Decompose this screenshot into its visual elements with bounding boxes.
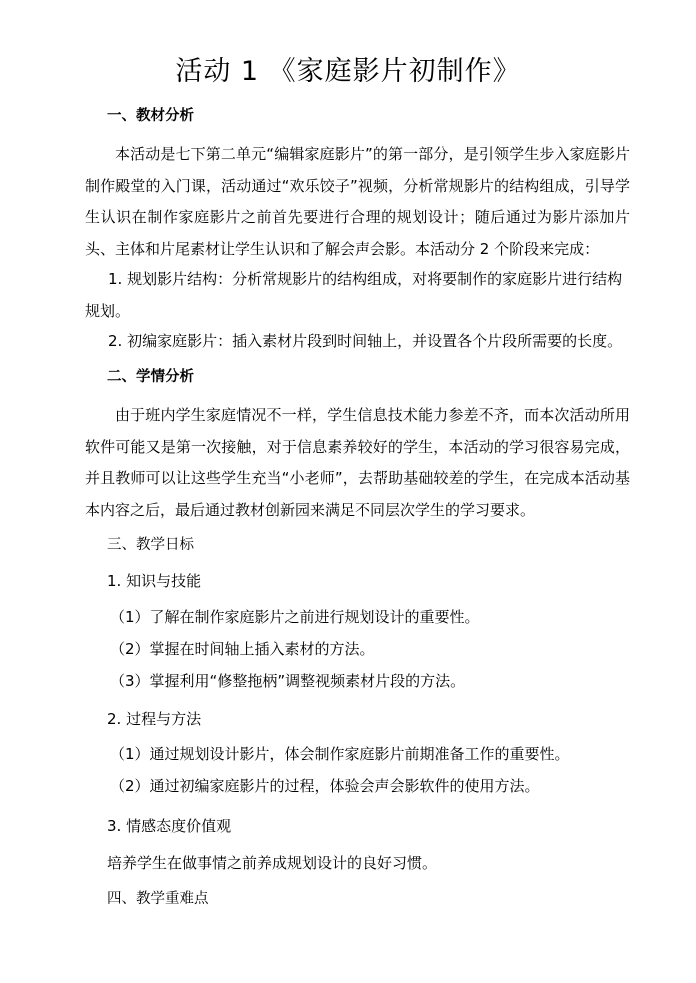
goals-knowledge-item-2: （2）掌握在时间轴上插入素材的方法。 xyxy=(110,640,375,658)
materials-stage-2: 2. 初编家庭影片：插入素材片段到时间轴上，并设置各个片段所需要的长度。 xyxy=(108,332,623,350)
students-paragraph: 由于班内学生家庭情况不一样，学生信息技术能力参差不齐，而本次活动所用软件可能又是第一次接触，对于信息素养较好的学生，本活动的学习很容易完成，并且教师可以让这些学生充当“小老师”，去帮助基础较差的学生，在完成本活动基本内容之后，最后通过教材创新园来满足不同层次学生的学习要求。 xyxy=(85,406,630,519)
goals-attitude-body: 培养学生在做事情之前养成规划设计的良好习惯。 xyxy=(107,854,438,872)
goals-sub-process-title: 2. 过程与方法 xyxy=(107,710,202,728)
section-heading-materials: 一、教材分析 xyxy=(107,108,194,124)
goals-process-item-2: （2）通过初编家庭影片的过程，体验会声会影软件的使用方法。 xyxy=(110,777,540,795)
materials-stage-1: 1. 规划影片结构：分析常规影片的结构组成，对将要制作的家庭影片进行结构规划。 xyxy=(85,270,623,320)
section-heading-key-points: 四、教学重难点 xyxy=(107,891,209,907)
materials-intro-paragraph: 本活动是七下第二单元“编辑家庭影片”的第一部分，是引领学生步入家庭影片制作殿堂的入门课，活动通过“欢乐饺子”视频，分析常规影片的结构组成，引导学生认识在制作家庭影片之前首先要进行合理的规划设计；随后通过为影片添加片头、主体和片尾素材让学生认识和了解会声会影。本活动分 2 个阶段来完成： xyxy=(85,145,630,258)
section-heading-goals: 三、教学日标 xyxy=(107,537,194,553)
goals-sub-attitude-title: 3. 情感态度价值观 xyxy=(107,817,232,835)
document-title: 活动 1 《家庭影片初制作》 xyxy=(175,56,521,87)
goals-sub-knowledge-title: 1. 知识与技能 xyxy=(107,572,202,590)
section-heading-students: 二、学情分析 xyxy=(107,369,194,385)
goals-knowledge-item-3: （3）掌握利用“修整拖柄”调整视频素材片段的方法。 xyxy=(110,672,466,690)
goals-knowledge-item-1: （1）了解在制作家庭影片之前进行规划设计的重要性。 xyxy=(110,608,480,626)
goals-process-item-1: （1）通过规划设计影片，体会制作家庭影片前期准备工作的重要性。 xyxy=(110,745,570,763)
